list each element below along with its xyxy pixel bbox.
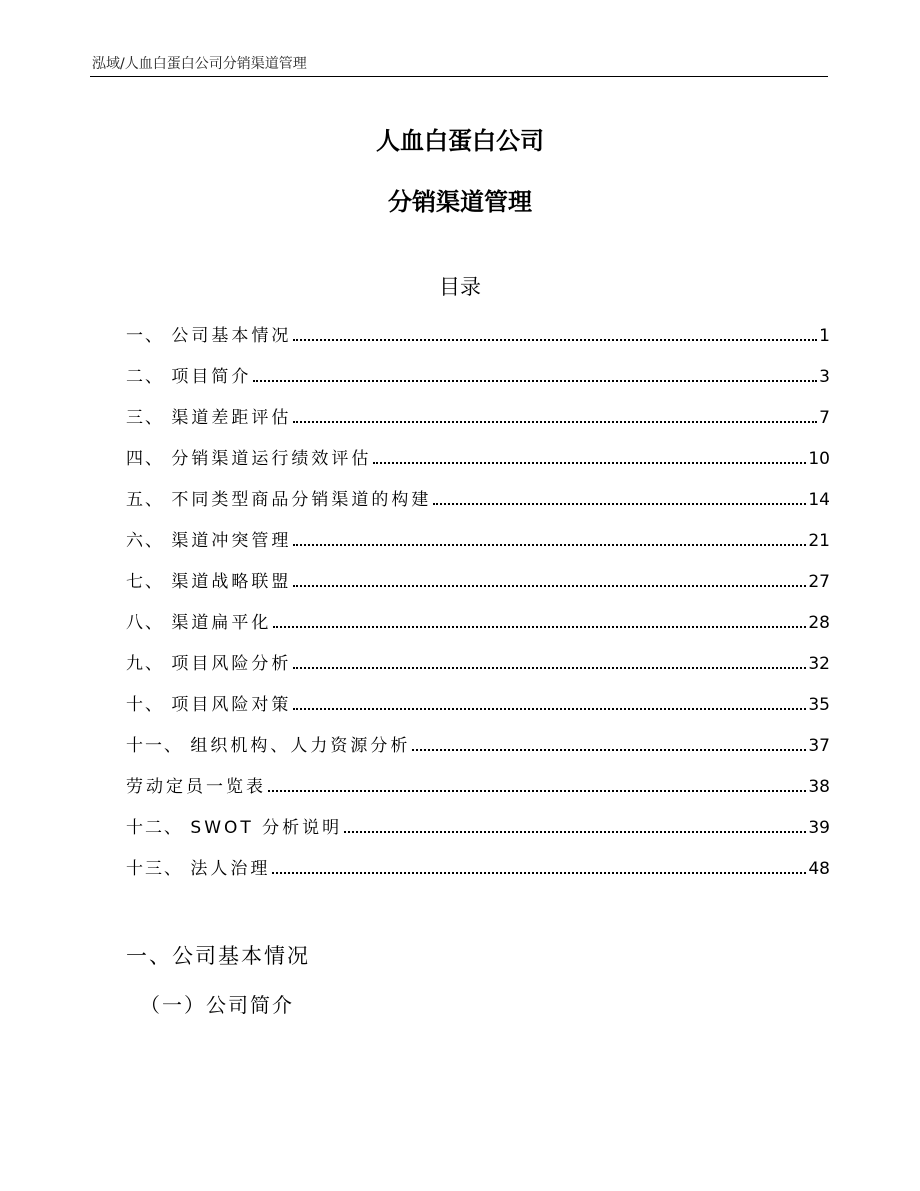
toc-entry[interactable] <box>126 817 830 858</box>
toc-entry-number: 一、 <box>126 326 172 346</box>
toc-entry[interactable] <box>126 366 830 407</box>
toc-dot-leader <box>272 872 806 874</box>
toc-entry-page: 32 <box>808 654 830 674</box>
toc-entry-page: 7 <box>819 408 830 428</box>
document-title: 人血白蛋白公司 <box>376 127 544 155</box>
section-heading: 一、公司基本情况 <box>126 944 310 968</box>
toc-dot-leader <box>293 544 806 546</box>
toc-entry-label: 渠道战略联盟 <box>171 572 292 592</box>
running-header: 泓域/人血白蛋白公司分销渠道管理 <box>92 56 307 72</box>
toc-entry-page: 37 <box>808 736 830 756</box>
toc-entry[interactable] <box>126 653 830 694</box>
toc-entry-label: 项目风险分析 <box>171 654 292 674</box>
toc-entry[interactable] <box>126 776 830 817</box>
toc-entry[interactable] <box>126 612 830 653</box>
toc-dot-leader <box>373 462 806 464</box>
toc-entry-label: 劳动定员一览表 <box>126 777 266 797</box>
document-subtitle: 分销渠道管理 <box>388 188 532 216</box>
table-of-contents <box>126 325 830 899</box>
toc-dot-leader <box>293 421 817 423</box>
toc-entry-label: 渠道冲突管理 <box>171 531 292 551</box>
toc-entry-label: 法人治理 <box>190 859 271 879</box>
toc-entry-label: 项目风险对策 <box>171 695 292 715</box>
toc-dot-leader <box>293 708 806 710</box>
toc-entry-page: 39 <box>808 818 830 838</box>
toc-entry[interactable] <box>126 694 830 735</box>
toc-entry[interactable] <box>126 325 830 366</box>
toc-entry-number: 五、 <box>126 490 172 510</box>
toc-entry-page: 14 <box>808 490 830 510</box>
toc-entry-label: 分销渠道运行绩效评估 <box>171 449 372 469</box>
toc-heading: 目录 <box>439 275 481 299</box>
toc-entry-label: 项目简介 <box>171 367 252 387</box>
toc-entry[interactable] <box>126 571 830 612</box>
toc-dot-leader <box>293 585 806 587</box>
toc-entry-label: SWOT 分析说明 <box>190 818 343 838</box>
toc-entry-page: 28 <box>808 613 830 633</box>
toc-entry[interactable] <box>126 448 830 489</box>
toc-entry-number: 八、 <box>126 613 172 633</box>
toc-entry-label: 渠道扁平化 <box>171 613 272 633</box>
toc-entry-label: 组织机构、人力资源分析 <box>190 736 411 756</box>
toc-dot-leader <box>293 667 806 669</box>
toc-entry[interactable] <box>126 489 830 530</box>
toc-entry-number: 十一、 <box>126 736 191 756</box>
toc-entry-page: 27 <box>808 572 830 592</box>
toc-entry[interactable] <box>126 530 830 571</box>
toc-entry[interactable] <box>126 407 830 448</box>
toc-entry[interactable] <box>126 735 830 776</box>
toc-entry-label: 渠道差距评估 <box>171 408 292 428</box>
toc-entry-page: 3 <box>819 367 830 387</box>
subsection-heading: （一）公司简介 <box>140 993 294 1017</box>
toc-dot-leader <box>433 503 806 505</box>
toc-entry-page: 35 <box>808 695 830 715</box>
toc-dot-leader <box>273 626 806 628</box>
toc-dot-leader <box>253 380 817 382</box>
header-divider <box>90 76 828 77</box>
toc-entry-page: 1 <box>819 326 830 346</box>
toc-entry-number: 七、 <box>126 572 172 592</box>
toc-entry-number: 四、 <box>126 449 172 469</box>
toc-dot-leader <box>344 831 806 833</box>
toc-entry[interactable] <box>126 858 830 899</box>
toc-entry-number: 十二、 <box>126 818 191 838</box>
toc-entry-number: 三、 <box>126 408 172 428</box>
toc-entry-number: 十三、 <box>126 859 191 879</box>
toc-entry-page: 10 <box>808 449 830 469</box>
toc-entry-page: 48 <box>808 859 830 879</box>
toc-entry-number: 九、 <box>126 654 172 674</box>
toc-entry-page: 38 <box>808 777 830 797</box>
toc-dot-leader <box>412 749 806 751</box>
toc-entry-label: 不同类型商品分销渠道的构建 <box>171 490 432 510</box>
toc-entry-number: 十、 <box>126 695 172 715</box>
toc-entry-label: 公司基本情况 <box>171 326 292 346</box>
toc-entry-number: 六、 <box>126 531 172 551</box>
toc-dot-leader <box>293 339 817 341</box>
toc-entry-page: 21 <box>808 531 830 551</box>
toc-entry-number: 二、 <box>126 367 172 387</box>
toc-dot-leader <box>268 790 806 792</box>
